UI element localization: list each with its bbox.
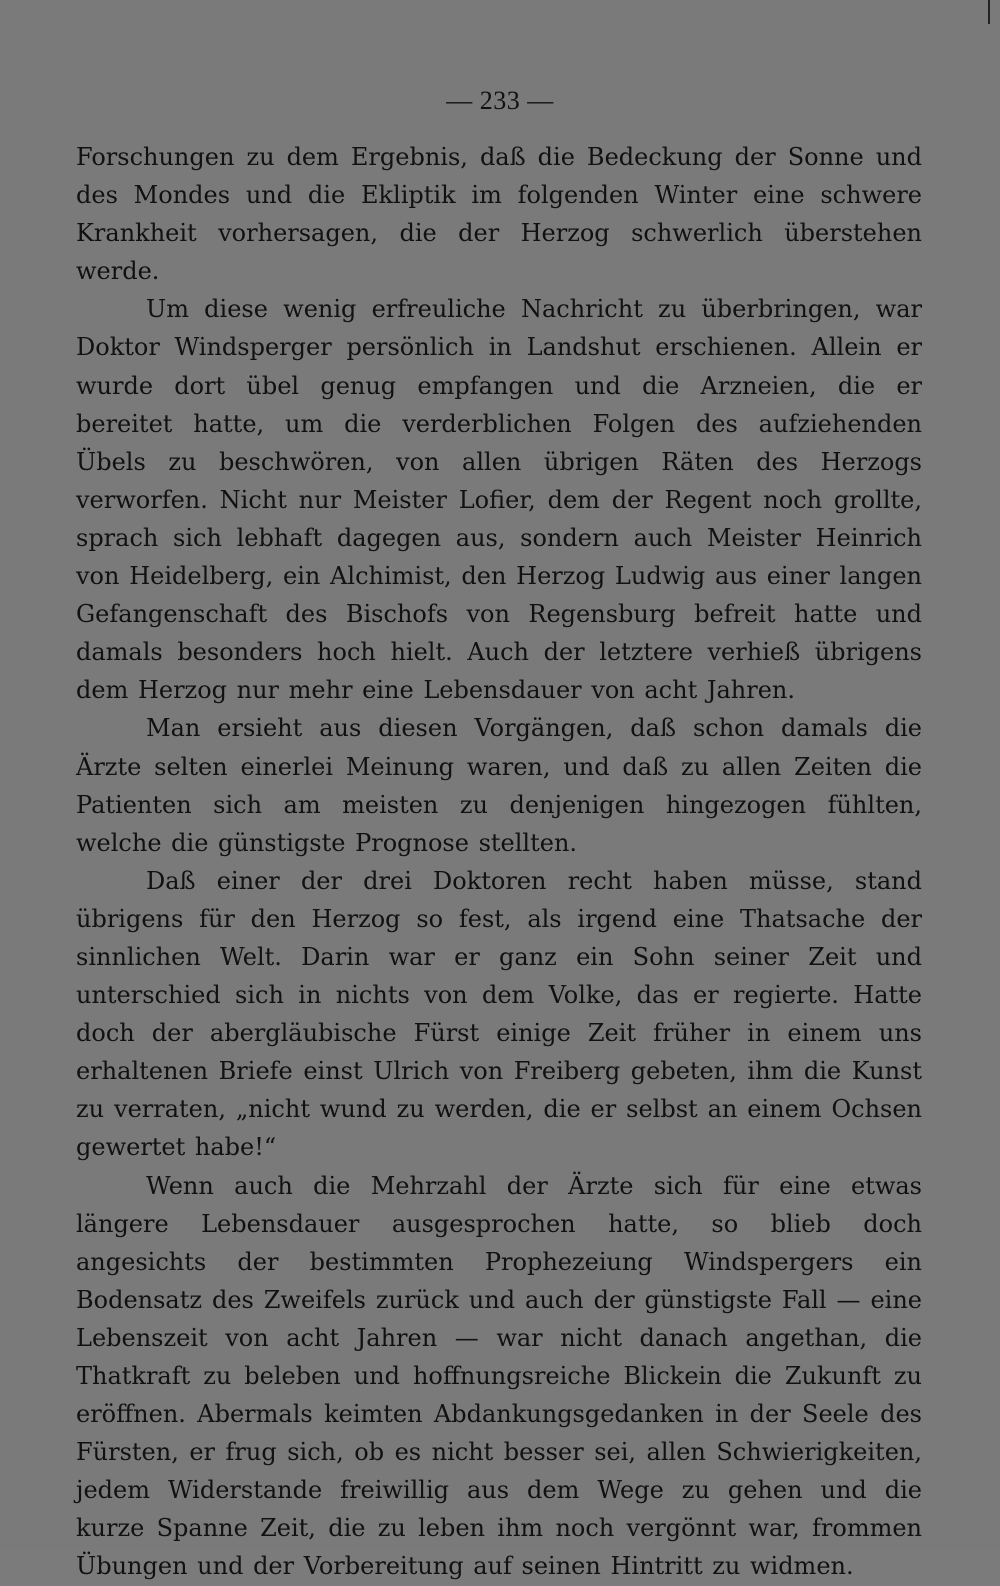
- paragraph-4: Daß einer der drei Doktoren recht haben müsse, stand übrigens für den Herzog so fest, als irgend eine Thatsache der sinnlichen Welt. Darin war er ganz ein Sohn seiner Zeit und unterschied sich in nichts von dem Volke, das er regierte. Hatte doch der abergläubische Fürst einige Zeit früher in einem uns erhaltenen Briefe einst Ulrich von Freiberg gebeten, ihm die Kunst zu verraten, „nicht wund zu werden, die er selbst an einem Ochsen gewertet habe!“: [76, 866, 922, 1162]
- page-text: [76, 138, 922, 1586]
- paragraph-1: Forschungen zu dem Ergebnis, daß die Bedeckung der Sonne und des Mondes und die Ekliptik im folgenden Winter eine schwere Krankheit vorhersagen, die der Herzog schwerlich überstehen werde.: [76, 143, 922, 286]
- page-number: — 233 —: [446, 86, 554, 115]
- page-edge-line: [988, 0, 990, 24]
- paragraph-2: Um diese wenig erfreuliche Nachricht zu überbringen, war Doktor Windsperger persönlich in Landshut erschienen. Allein er wurde dort übel genug empfangen und die Arzneien, die er bereitet hatte, um die verderblichen Folgen des aufziehenden Übels zu beschwören, von allen übrigen Räten des Herzogs verworfen. Nicht nur Meister Lofier, dem der Regent noch grollte, sprach sich lebhaft dagegen aus, sondern auch Meister Heinrich von Heidelberg, ein Alchimist, den Herzog Ludwig aus einer langen Gefangenschaft des Bischofs von Regensburg befreit hatte und damals besonders hoch hielt. Auch der letztere verhieß übrigens dem Herzog nur mehr eine Lebensdauer von acht Jahren.: [76, 295, 922, 705]
- paragraph-5: Wenn auch die Mehrzahl der Ärzte sich für eine etwas längere Lebensdauer ausgesprochen hatte, so blieb doch angesichts der bestimmten Prophezeiung Windspergers ein Bodensatz des Zweifels zurück und auch der günstigste Fall — eine Lebenszeit von acht Jahren — war nicht danach angethan, die Thatkraft zu beleben und hoffnungsreiche Blickein die Zukunft zu eröffnen. Abermals keimten Abdankungsgedanken in der Seele des Fürsten, er frug sich, ob es nicht besser sei, allen Schwierigkeiten, jedem Widerstande freiwillig aus dem Wege zu gehen und die kurze Spanne Zeit, die zu leben ihm noch vergönnt war, frommen Übungen und der Vorbereitung auf seinen Hintritt zu widmen.: [76, 1171, 922, 1581]
- paragraph-3: Man ersieht aus diesen Vorgängen, daß schon damals die Ärzte selten einerlei Meinung waren, und daß zu allen Zeiten die Patienten sich am meisten zu denjenigen hingezogen fühlten, welche die günstigste Prognose stellten.: [76, 714, 922, 857]
